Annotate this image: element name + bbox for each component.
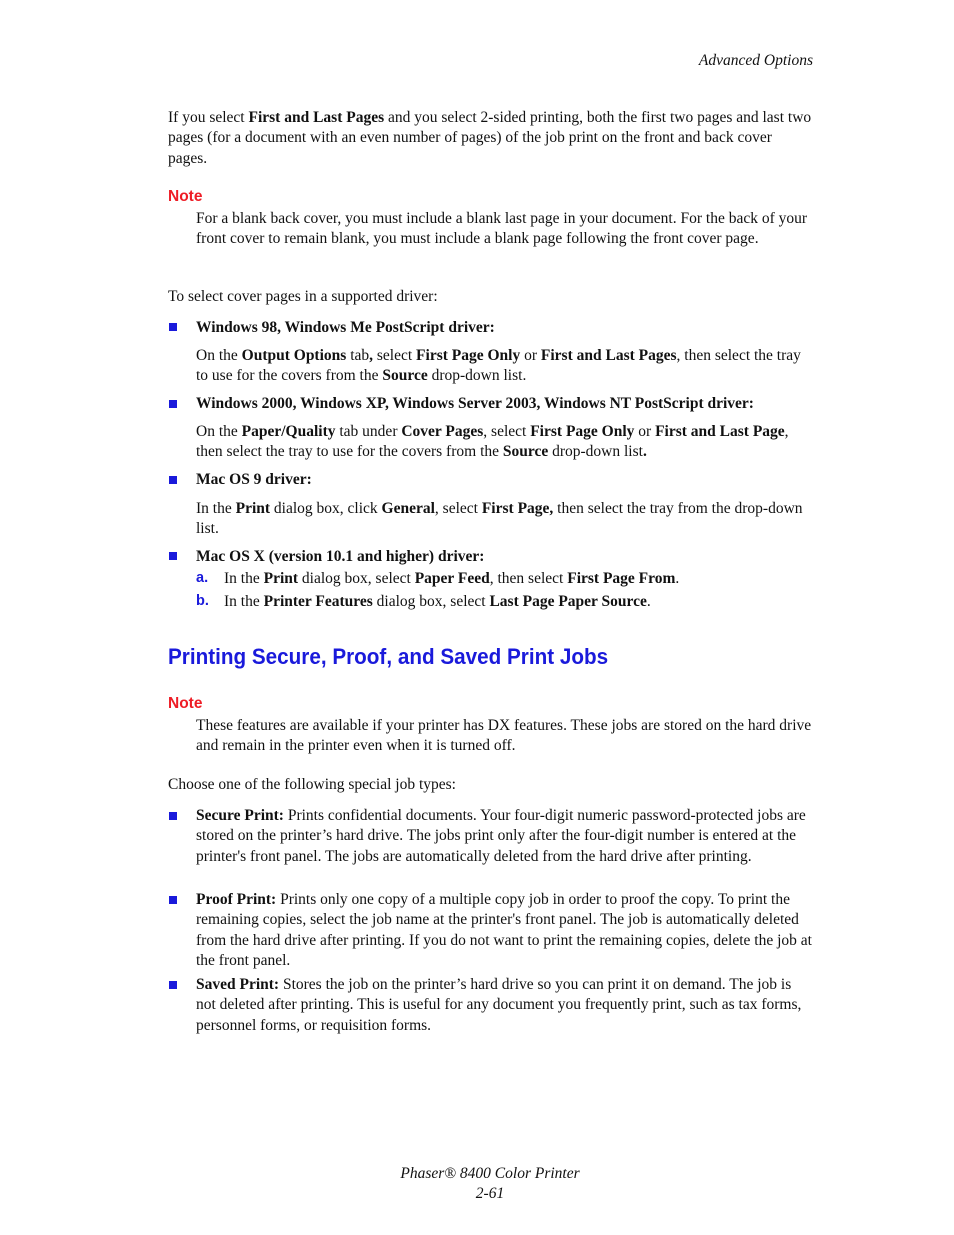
- text-run: In the: [224, 593, 264, 610]
- bold-text-run: Cover Pages: [401, 423, 484, 440]
- text-run: then select the tray from the drop-down list.: [196, 500, 803, 538]
- text-run: select: [373, 347, 417, 364]
- driver-instructions: [196, 346, 816, 387]
- bullet-icon: [169, 400, 177, 408]
- note-label: Note: [168, 695, 203, 712]
- text-run: , then select: [489, 570, 568, 587]
- bullet-icon: [169, 476, 177, 484]
- text-run: On the: [196, 347, 242, 364]
- bold-text-run: First and Last Pages: [540, 347, 677, 364]
- job-type-name: Proof Print:: [196, 891, 277, 908]
- driver-title: Mac OS 9 driver:: [196, 471, 312, 488]
- text-run: dialog box, click: [270, 500, 382, 517]
- job-type-text: Prints only one copy of a multiple copy job in order to proof the copy. To print the remaining copies, select the job name at the printer's front panel. The job is automatically deleted from the hard drive after printing. If you do not want to print the remaining copies, delete the job at the front panel.: [196, 891, 812, 969]
- intro-paragraph: [168, 108, 814, 169]
- choose-intro: Choose one of the following special job types:: [168, 776, 456, 793]
- footer-product: Phaser® 8400 Color Printer: [400, 1165, 580, 1182]
- text-run: In the: [224, 570, 264, 587]
- page-footer: [0, 1164, 954, 1204]
- text-run: .: [675, 570, 680, 587]
- job-type-item: [196, 890, 814, 971]
- bold-text-run: Paper/Quality: [241, 423, 336, 440]
- text-run: dialog box, select: [372, 593, 490, 610]
- job-type-name: Saved Print:: [196, 976, 280, 993]
- text-run: drop-down list: [548, 443, 643, 461]
- text-run: tab under: [335, 423, 402, 440]
- bold-text-run: ,: [369, 347, 373, 364]
- text-run: , then select the tray to use for the covers from the: [196, 423, 789, 461]
- text-run: , select: [483, 423, 531, 440]
- note-text: These features are available if your printer has DX features. These jobs are stored on the hard drive and remain in the printer even when it is turned off.: [196, 717, 812, 755]
- job-type-item: [196, 975, 814, 1036]
- bullet-icon: [169, 323, 177, 331]
- text-run: If you select: [168, 109, 249, 126]
- step-label: b.: [196, 593, 209, 609]
- job-type-item: [196, 806, 814, 867]
- bullet-icon: [169, 812, 177, 820]
- bold-text-run: Source: [502, 443, 549, 461]
- bold-text-run: Print: [263, 570, 299, 587]
- bold-text-run: First and Last Page: [655, 423, 785, 440]
- driver-title: Mac OS X (version 10.1 and higher) driver:: [196, 548, 485, 565]
- bullet-icon: [169, 896, 177, 904]
- driver-title: Windows 98, Windows Me PostScript driver:: [196, 319, 495, 336]
- footer-page-number: 2-61: [475, 1185, 505, 1202]
- job-type-text: Stores the job on the printer’s hard drive so you can print it on demand. The job is not deleted after printing. This is useful for any document you frequently print, such as tax forms, personnel forms, or requisition forms.: [196, 976, 802, 1034]
- bullet-icon: [169, 981, 177, 989]
- job-type-text: Prints confidential documents. Your four-digit numeric password-protected jobs are stored on the printer’s hard drive. The jobs print only after the four-digit number is entered at the printer's front panel. The jobs are automatically deleted from the hard drive after printing.: [196, 807, 806, 865]
- bold-text-run: Output Options: [241, 347, 347, 364]
- bold-text-run: First Page From: [567, 570, 676, 587]
- bold-text-run: First Page,: [481, 500, 554, 517]
- text-run: drop-down list.: [427, 367, 527, 385]
- bold-text-run: .: [642, 443, 647, 461]
- text-run: and you select 2-sided printing, both the first two pages and last two pages (for a document with an even number of pages) of the job print on the front and back cover pages.: [168, 109, 812, 167]
- driver-title: Windows 2000, Windows XP, Windows Server 2003, Windows NT PostScript driver:: [196, 395, 754, 412]
- text-run: tab: [346, 347, 370, 364]
- section-heading: Printing Secure, Proof, and Saved Print Jobs: [168, 644, 609, 669]
- text-run: In the: [196, 500, 236, 517]
- bold-text-run: Print: [235, 500, 271, 517]
- driver-instructions: [196, 422, 816, 463]
- text-run: or: [520, 347, 541, 364]
- text-run: or: [634, 423, 656, 440]
- driver-instructions: [196, 499, 816, 540]
- select-intro: To select cover pages in a supported driver:: [168, 288, 438, 305]
- text-run: dialog box, select: [298, 570, 415, 587]
- text-run: On the: [196, 423, 242, 440]
- job-type-name: Secure Print:: [196, 807, 284, 824]
- bold-text-run: First and Last Pages: [248, 109, 385, 126]
- bold-text-run: Printer Features: [263, 593, 373, 610]
- text-run: , then select the tray to use for the covers from the: [196, 347, 801, 385]
- bold-text-run: Paper Feed: [414, 570, 490, 587]
- note-label: Note: [168, 188, 203, 205]
- step-label: a.: [196, 570, 209, 586]
- step-text: [224, 592, 651, 612]
- bold-text-run: General: [381, 500, 435, 517]
- text-run: , select: [434, 500, 482, 517]
- bullet-icon: [169, 552, 177, 560]
- running-header: Advanced Options: [698, 52, 813, 69]
- bold-text-run: Last Page Paper Source: [489, 593, 647, 610]
- bold-text-run: First Page Only: [416, 347, 521, 364]
- note-text: For a blank back cover, you must include a blank last page in your document. For the back of your front cover to remain blank, you must include a blank page following the front cover page.: [196, 210, 808, 248]
- bold-text-run: Source: [382, 367, 428, 385]
- text-run: .: [646, 593, 651, 610]
- bold-text-run: First Page Only: [530, 423, 635, 440]
- step-text: [224, 569, 679, 589]
